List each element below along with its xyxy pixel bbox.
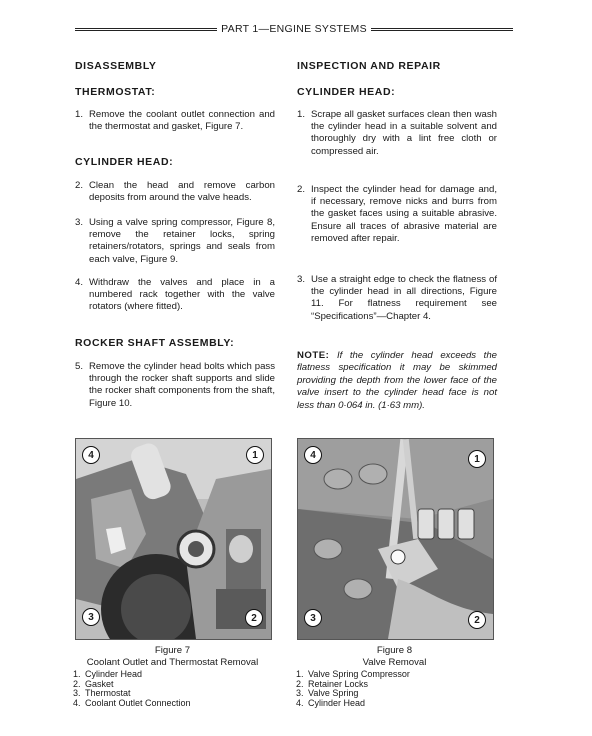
note-label: NOTE: bbox=[297, 350, 330, 361]
step-2 bbox=[75, 180, 275, 204]
step-3 bbox=[75, 217, 275, 266]
figure-7-photo bbox=[75, 438, 272, 640]
figure-7-title: Figure 7 bbox=[154, 645, 191, 656]
step-text: Scrape all gasket surfaces clean then wash the cylinder head in a suitable solvent and thoroughly dry with a lint free cloth or compressed air. bbox=[311, 109, 497, 157]
disassembly-heading: DISASSEMBLY bbox=[75, 60, 157, 72]
step-1 bbox=[75, 109, 275, 133]
note-body: If the cylinder head exceeds the flatness specification it may be skimmed providing the depth from the lower face of the valve insert to the cylinder head face is not less than 0·064 in. (1·63 mm). bbox=[297, 350, 498, 411]
inspection-heading: INSPECTION AND REPAIR bbox=[297, 60, 441, 72]
step-number: 3. bbox=[297, 274, 306, 285]
step-text: Inspect the cylinder head for damage and, if necessary, remove nicks and burrs from the gasket faces using a suitable abrasive. Ensure all traces of abrasive material are removed after repair. bbox=[311, 184, 497, 244]
step-number: 5. bbox=[75, 361, 84, 372]
figure-7-legend bbox=[73, 670, 273, 708]
step-text: Remove the cylinder head bolts which pass through the rocker shaft supports and slide the rocker shaft components from the shaft, Figure 10. bbox=[89, 361, 275, 409]
note-block bbox=[297, 350, 497, 412]
step-text: Withdraw the valves and place in a numbered rack together with the valve rotators (where fitted). bbox=[89, 277, 275, 313]
step-number: 3. bbox=[75, 217, 84, 228]
valve-removal-image bbox=[298, 439, 493, 639]
legend-item: 1. Cylinder Head bbox=[73, 669, 143, 679]
fig8-callout-2: 2 bbox=[468, 611, 486, 629]
step-number: 4. bbox=[75, 277, 84, 288]
fig7-callout-1: 1 bbox=[246, 446, 264, 464]
inspect-step-2 bbox=[297, 184, 497, 245]
figure-8-subtitle: Valve Removal bbox=[362, 657, 427, 668]
step-5 bbox=[75, 361, 275, 410]
step-text: Using a valve spring compressor, Figure 8, remove the retainer locks, spring retainers/rotators, springs and seals from each valve, Figure 9. bbox=[89, 217, 275, 265]
step-number: 1. bbox=[297, 109, 306, 120]
legend-item: 4. Coolant Outlet Connection bbox=[73, 697, 191, 708]
header-rule-left bbox=[75, 27, 217, 31]
fig7-callout-3: 3 bbox=[82, 608, 100, 626]
legend-item: 4. Cylinder Head bbox=[296, 697, 366, 708]
step-text: Remove the coolant outlet connection and the thermostat and gasket, Figure 7. bbox=[89, 109, 275, 133]
fig8-callout-3: 3 bbox=[304, 609, 322, 627]
page-header bbox=[75, 22, 513, 36]
legend-item: 2. Retainer Locks bbox=[296, 678, 369, 689]
step-text: Clean the head and remove carbon deposits from around the valve heads. bbox=[89, 180, 275, 204]
step-number: 2. bbox=[297, 184, 306, 195]
figure-8-legend bbox=[296, 670, 496, 708]
step-4 bbox=[75, 277, 275, 314]
engine-thermostat-image bbox=[76, 439, 271, 639]
inspect-step-3 bbox=[297, 274, 497, 323]
fig7-callout-2: 2 bbox=[245, 609, 263, 627]
rocker-shaft-heading: ROCKER SHAFT ASSEMBLY: bbox=[75, 337, 235, 349]
figure-8-photo bbox=[297, 438, 494, 640]
figure-8-title: Figure 8 bbox=[376, 645, 413, 656]
legend-item: 3. Valve Spring bbox=[296, 688, 359, 699]
thermostat-heading: THERMOSTAT: bbox=[75, 86, 156, 98]
step-number: 1. bbox=[75, 109, 84, 120]
fig8-callout-1: 1 bbox=[468, 450, 486, 468]
legend-item: 2. Gasket bbox=[73, 678, 114, 689]
legend-item: 3. Thermostat bbox=[73, 688, 131, 699]
step-text: Use a straight edge to check the flatness of the cylinder head in all directions, Figure 11. For flatness requirement see “Specifications”—Chapter 4. bbox=[311, 274, 497, 322]
header-title: PART 1—ENGINE SYSTEMS bbox=[221, 23, 367, 35]
inspect-step-1 bbox=[297, 109, 497, 158]
figure-7-subtitle: Coolant Outlet and Thermostat Removal bbox=[86, 657, 259, 668]
cylinder-head-heading-right: CYLINDER HEAD: bbox=[297, 86, 396, 98]
legend-item: 1. Valve Spring Compressor bbox=[296, 669, 410, 679]
header-rule-right bbox=[371, 27, 513, 31]
fig8-callout-4: 4 bbox=[304, 446, 322, 464]
step-number: 2. bbox=[75, 180, 84, 191]
cylinder-head-heading-left: CYLINDER HEAD: bbox=[75, 156, 174, 168]
fig7-callout-4: 4 bbox=[82, 446, 100, 464]
